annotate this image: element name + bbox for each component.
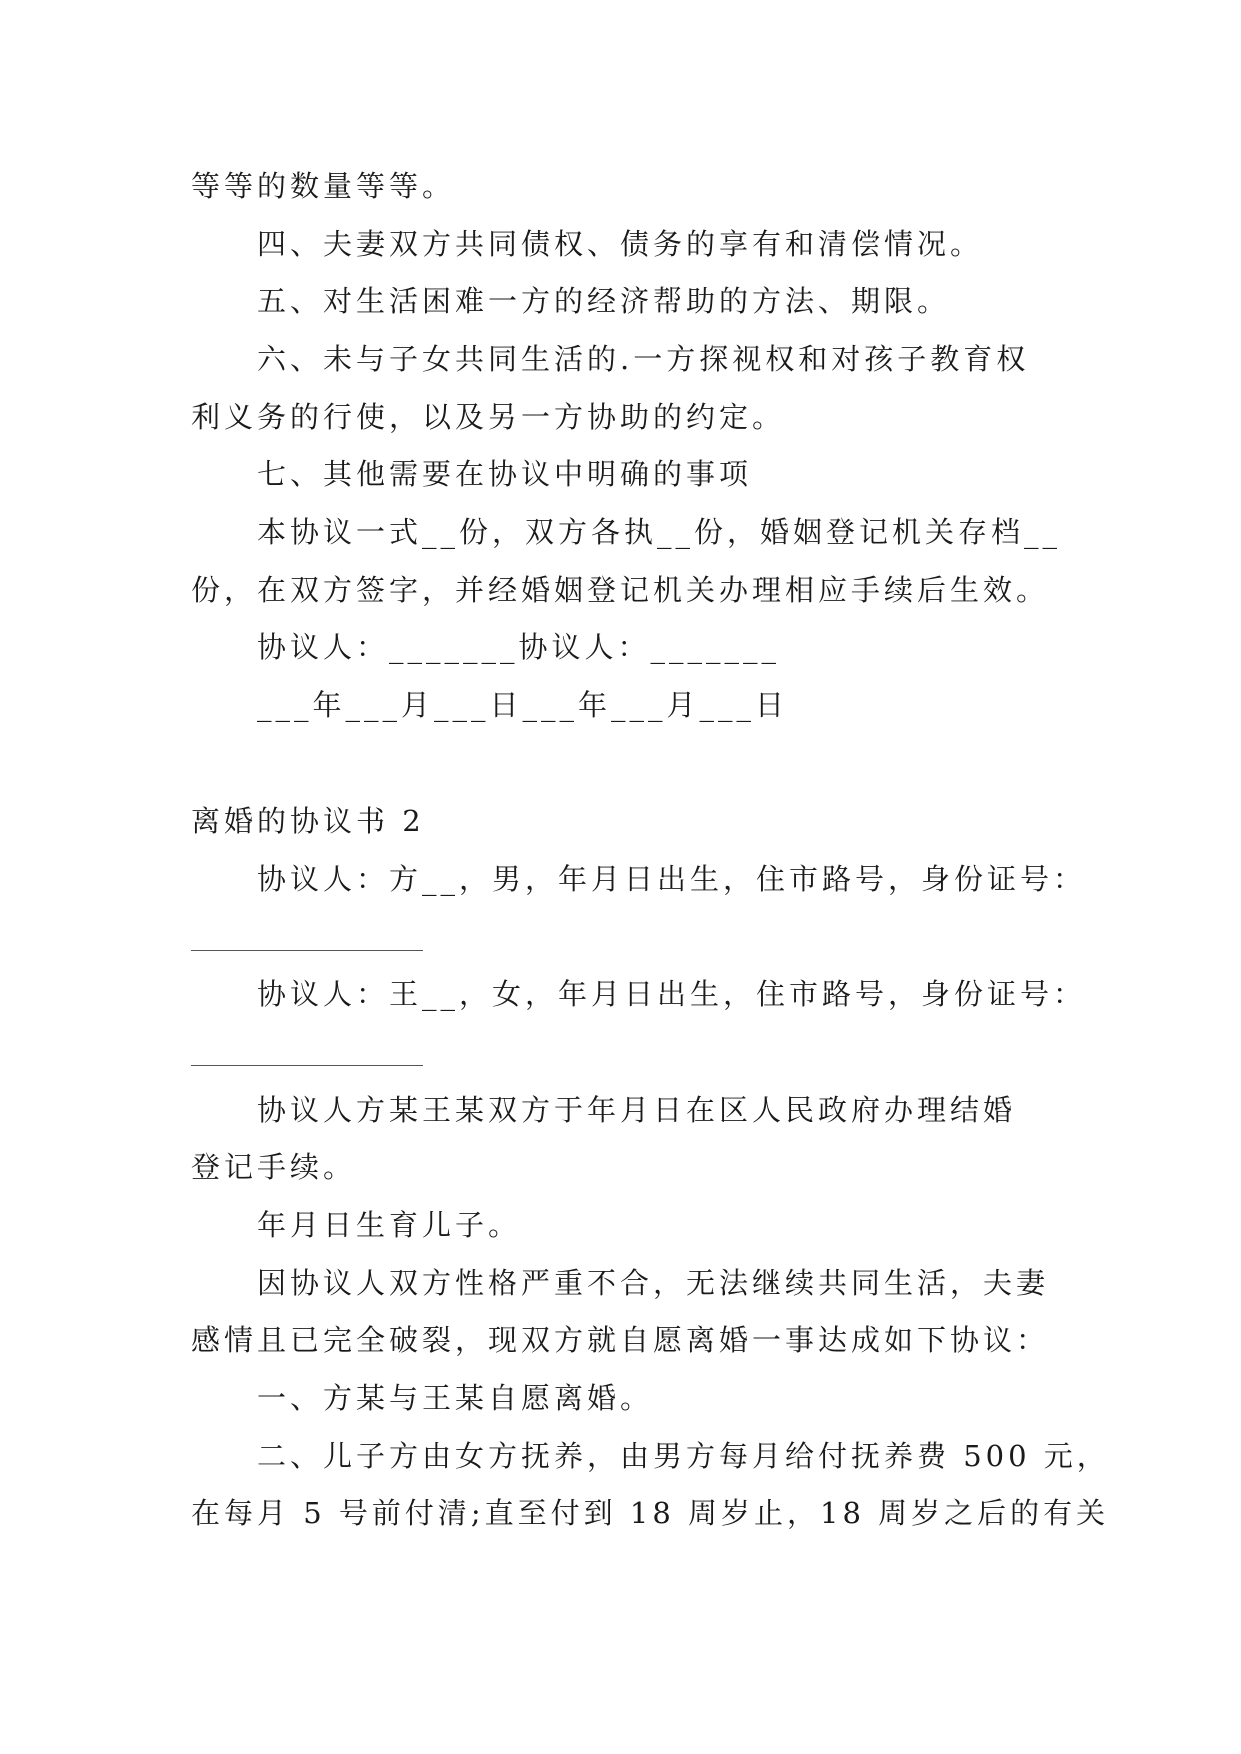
section-title: 离婚的协议书 2 <box>191 804 425 838</box>
paragraph-line: 登记手续。 <box>191 1150 357 1184</box>
paragraph-line: 份，在双方签字，并经婚姻登记机关办理相应手续后生效。 <box>191 573 1050 607</box>
date-line: ___年___月___日___年___月___日 <box>257 688 789 722</box>
paragraph-line: 二、儿子方由女方抚养，由男方每月给付抚养费 500 元， <box>257 1439 1110 1473</box>
paragraph-line: 本协议一式__份，双方各执__份，婚姻登记机关存档__ <box>257 515 1062 549</box>
paragraph-line: 七、其他需要在协议中明确的事项 <box>257 457 753 491</box>
paragraph-line: 协议人：方__，男，年月日出生，住市路号，身份证号： <box>257 862 1087 896</box>
paragraph-line: 六、未与子女共同生活的.一方探视权和对孩子教育权 <box>257 342 1030 376</box>
signature-line: 协议人：_______协议人：_______ <box>257 630 781 664</box>
paragraph-line: 协议人方某王某双方于年月日在区人民政府办理结婚 <box>257 1093 1017 1127</box>
paragraph-line: 因协议人双方性格严重不合，无法继续共同生活，夫妻 <box>257 1266 1050 1300</box>
paragraph-line: 感情且已完全破裂，现双方就自愿离婚一事达成如下协议： <box>191 1323 1050 1357</box>
blank-underline <box>191 1065 423 1066</box>
paragraph-line: 等等的数量等等。 <box>191 169 456 203</box>
paragraph-line: 利义务的行使，以及另一方协助的约定。 <box>191 400 786 434</box>
paragraph-line: 五、对生活困难一方的经济帮助的方法、期限。 <box>257 284 951 318</box>
paragraph-line: 一、方某与王某自愿离婚。 <box>257 1381 654 1415</box>
paragraph-line: 在每月 5 号前付清;直至付到 18 周岁止，18 周岁之后的有关 <box>191 1496 1110 1530</box>
paragraph-line: 年月日生育儿子。 <box>257 1208 522 1242</box>
blank-underline <box>191 950 423 951</box>
paragraph-line: 协议人：王__，女，年月日出生，住市路号，身份证号： <box>257 977 1087 1011</box>
paragraph-line: 四、夫妻双方共同债权、债务的享有和清偿情况。 <box>257 227 984 261</box>
